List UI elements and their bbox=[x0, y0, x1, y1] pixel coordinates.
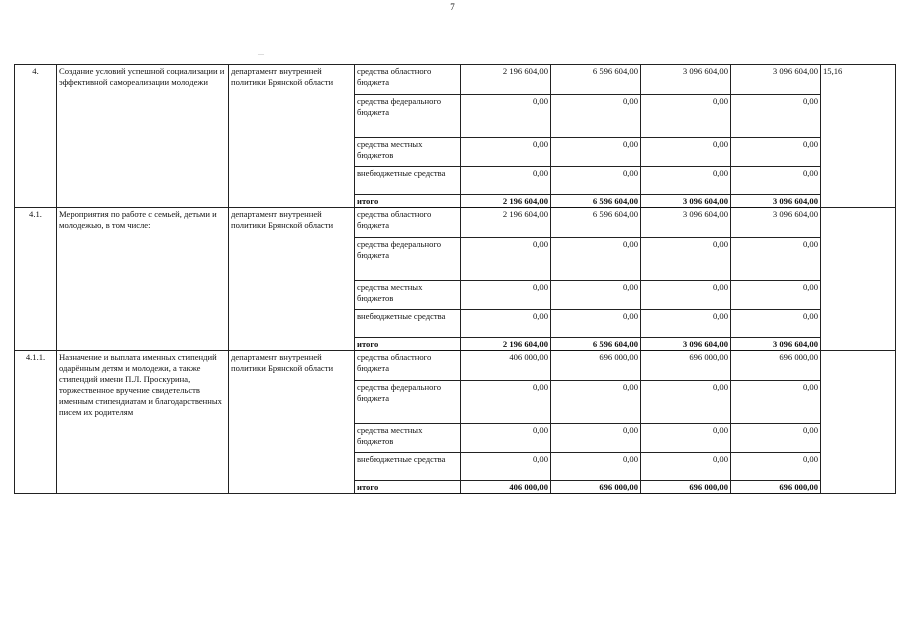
amount-cell: 6 596 604,00 bbox=[551, 208, 641, 238]
amount-cell: 0,00 bbox=[731, 310, 821, 338]
funding-source-cell: итого bbox=[355, 481, 461, 494]
funding-row bbox=[15, 351, 896, 381]
page-number: 7 bbox=[450, 2, 455, 12]
amount-cell: 406 000,00 bbox=[461, 351, 551, 381]
amount-cell: 696 000,00 bbox=[551, 351, 641, 381]
funding-row bbox=[15, 65, 896, 95]
amount-cell: 0,00 bbox=[551, 381, 641, 424]
amount-cell: 3 096 604,00 bbox=[731, 65, 821, 95]
funding-source-cell: средства федерального бюджета bbox=[355, 381, 461, 424]
funding-source-cell: средства местных бюджетов bbox=[355, 138, 461, 167]
amount-cell: 0,00 bbox=[641, 281, 731, 310]
amount-cell: 0,00 bbox=[551, 453, 641, 481]
amount-cell: 0,00 bbox=[641, 310, 731, 338]
executor-cell: департамент внутренней политики Брянской области bbox=[229, 65, 355, 208]
amount-cell: 0,00 bbox=[551, 281, 641, 310]
amount-cell: 0,00 bbox=[461, 238, 551, 281]
amount-cell: 3 096 604,00 bbox=[731, 195, 821, 208]
amount-cell: 3 096 604,00 bbox=[641, 65, 731, 95]
amount-cell: 0,00 bbox=[551, 138, 641, 167]
indicator-cell bbox=[821, 208, 896, 351]
amount-cell: 0,00 bbox=[731, 238, 821, 281]
amount-cell: 2 196 604,00 bbox=[461, 208, 551, 238]
funding-source-cell: внебюджетные средства bbox=[355, 310, 461, 338]
funding-source-cell: внебюджетные средства bbox=[355, 453, 461, 481]
amount-cell: 0,00 bbox=[551, 95, 641, 138]
funding-row bbox=[15, 208, 896, 238]
amount-cell: 0,00 bbox=[641, 238, 731, 281]
funding-source-cell: средства федерального бюджета bbox=[355, 238, 461, 281]
amount-cell: 6 596 604,00 bbox=[551, 65, 641, 95]
amount-cell: 0,00 bbox=[641, 453, 731, 481]
amount-cell: 0,00 bbox=[731, 138, 821, 167]
amount-cell: 0,00 bbox=[731, 281, 821, 310]
amount-cell: 2 196 604,00 bbox=[461, 195, 551, 208]
amount-cell: 3 096 604,00 bbox=[731, 338, 821, 351]
amount-cell: 0,00 bbox=[461, 95, 551, 138]
amount-cell: 0,00 bbox=[641, 167, 731, 195]
funding-source-cell: средства областного бюджета bbox=[355, 65, 461, 95]
amount-cell: 696 000,00 bbox=[731, 351, 821, 381]
amount-cell: 0,00 bbox=[461, 381, 551, 424]
budget-table bbox=[14, 64, 896, 494]
amount-cell: 0,00 bbox=[641, 95, 731, 138]
funding-source-cell: средства федерального бюджета bbox=[355, 95, 461, 138]
amount-cell: 0,00 bbox=[461, 424, 551, 453]
amount-cell: 0,00 bbox=[461, 138, 551, 167]
funding-source-cell: средства местных бюджетов bbox=[355, 281, 461, 310]
amount-cell: 0,00 bbox=[731, 381, 821, 424]
executor-cell: департамент внутренней политики Брянской области bbox=[229, 351, 355, 494]
indicator-cell: 15,16 bbox=[821, 65, 896, 208]
item-number-cell: 4.1.1. bbox=[15, 351, 57, 494]
funding-source-cell: средства областного бюджета bbox=[355, 208, 461, 238]
amount-cell: 2 196 604,00 bbox=[461, 65, 551, 95]
amount-cell: 3 096 604,00 bbox=[641, 338, 731, 351]
funding-source-cell: внебюджетные средства bbox=[355, 167, 461, 195]
amount-cell: 696 000,00 bbox=[641, 351, 731, 381]
amount-cell: 0,00 bbox=[731, 95, 821, 138]
amount-cell: 6 596 604,00 bbox=[551, 195, 641, 208]
amount-cell: 0,00 bbox=[731, 167, 821, 195]
amount-cell: 0,00 bbox=[551, 310, 641, 338]
amount-cell: 0,00 bbox=[641, 424, 731, 453]
amount-cell: 3 096 604,00 bbox=[641, 208, 731, 238]
item-name-cell: Мероприятия по работе с семьей, детьми и молодежью, в том числе: bbox=[57, 208, 229, 351]
amount-cell: 0,00 bbox=[641, 138, 731, 167]
amount-cell: 2 196 604,00 bbox=[461, 338, 551, 351]
item-number-cell: 4.1. bbox=[15, 208, 57, 351]
amount-cell: 0,00 bbox=[461, 167, 551, 195]
amount-cell: 696 000,00 bbox=[551, 481, 641, 494]
amount-cell: 3 096 604,00 bbox=[731, 208, 821, 238]
amount-cell: 696 000,00 bbox=[731, 481, 821, 494]
funding-source-cell: итого bbox=[355, 195, 461, 208]
amount-cell: 0,00 bbox=[641, 381, 731, 424]
amount-cell: 0,00 bbox=[551, 167, 641, 195]
amount-cell: 0,00 bbox=[461, 453, 551, 481]
indicator-cell bbox=[821, 351, 896, 494]
amount-cell: 0,00 bbox=[461, 281, 551, 310]
item-name-cell: Создание условий успешной социализации и эффективной самореализации молодежи bbox=[57, 65, 229, 208]
amount-cell: 0,00 bbox=[731, 424, 821, 453]
amount-cell: 0,00 bbox=[461, 310, 551, 338]
amount-cell: 3 096 604,00 bbox=[641, 195, 731, 208]
amount-cell: 696 000,00 bbox=[641, 481, 731, 494]
amount-cell: 0,00 bbox=[731, 453, 821, 481]
funding-source-cell: средства областного бюджета bbox=[355, 351, 461, 381]
scan-mark: — bbox=[258, 52, 264, 58]
funding-source-cell: средства местных бюджетов bbox=[355, 424, 461, 453]
amount-cell: 0,00 bbox=[551, 424, 641, 453]
amount-cell: 406 000,00 bbox=[461, 481, 551, 494]
funding-source-cell: итого bbox=[355, 338, 461, 351]
item-name-cell: Назначение и выплата именных стипендий одарённым детям и молодежи, а также стипендий имени П.Л. Проскурина, торжественное вручение свидетельств именным стипендиатам и благодарственных писем их родителям bbox=[57, 351, 229, 494]
amount-cell: 0,00 bbox=[551, 238, 641, 281]
executor-cell: департамент внутренней политики Брянской области bbox=[229, 208, 355, 351]
amount-cell: 6 596 604,00 bbox=[551, 338, 641, 351]
item-number-cell: 4. bbox=[15, 65, 57, 208]
